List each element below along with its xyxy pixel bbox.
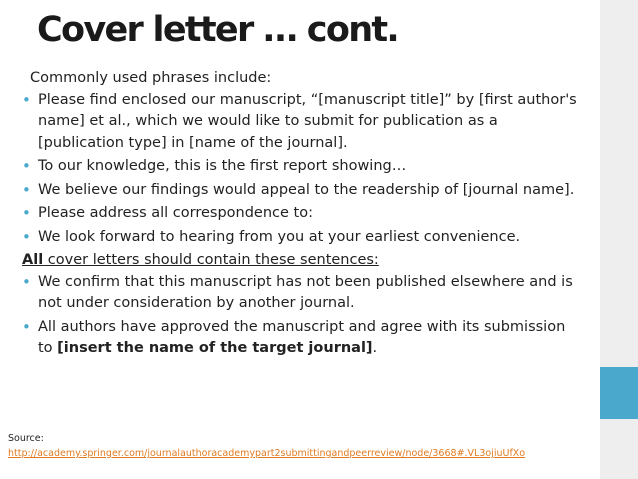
slide-content — [22, 68, 582, 362]
list-item: • Please find enclosed our manuscript, “[manuscript title]” by [first author's name] et al., which we would like to submit for publication as a [publication type] in [name of the journal]. — [22, 90, 577, 151]
bullet-icon: • — [22, 317, 31, 336]
required-heading: All cover letters should contain these sentences: — [22, 252, 379, 268]
list-item: • We confirm that this manuscript has not been published elsewhere and is not under consideration by another journal. — [22, 272, 573, 311]
bullet-icon: • — [22, 204, 31, 222]
phrase-list — [22, 90, 582, 249]
source-note — [8, 431, 598, 461]
bullet-icon: • — [22, 180, 31, 199]
bullet-icon: • — [22, 157, 31, 175]
required-list — [22, 272, 582, 360]
bullet-icon: • — [22, 90, 31, 109]
source-label: Source: — [8, 433, 44, 444]
list-item: • Please address all correspondence to: — [22, 203, 582, 225]
source-link[interactable]: http://academy.springer.com/journalauthoracademypart2submittingandpeerreview/node/3668#.VL3ojiuUfXo — [8, 448, 526, 459]
bullet-icon: • — [22, 272, 31, 291]
slide-title: Cover letter … cont. — [37, 10, 399, 50]
list-item: • We look forward to hearing from you at your earliest convenience. — [22, 227, 582, 249]
list-item: • To our knowledge, this is the first report showing… — [22, 156, 582, 178]
list-item: • We believe our findings would appeal to the readership of [journal name]. — [22, 180, 582, 202]
side-accent — [600, 367, 638, 419]
intro-text: Commonly used phrases include: — [30, 70, 272, 86]
bullet-icon: • — [22, 227, 31, 246]
list-item: • All authors have approved the manuscript and agree with its submission to [insert the name of the target journal]. — [22, 317, 566, 356]
